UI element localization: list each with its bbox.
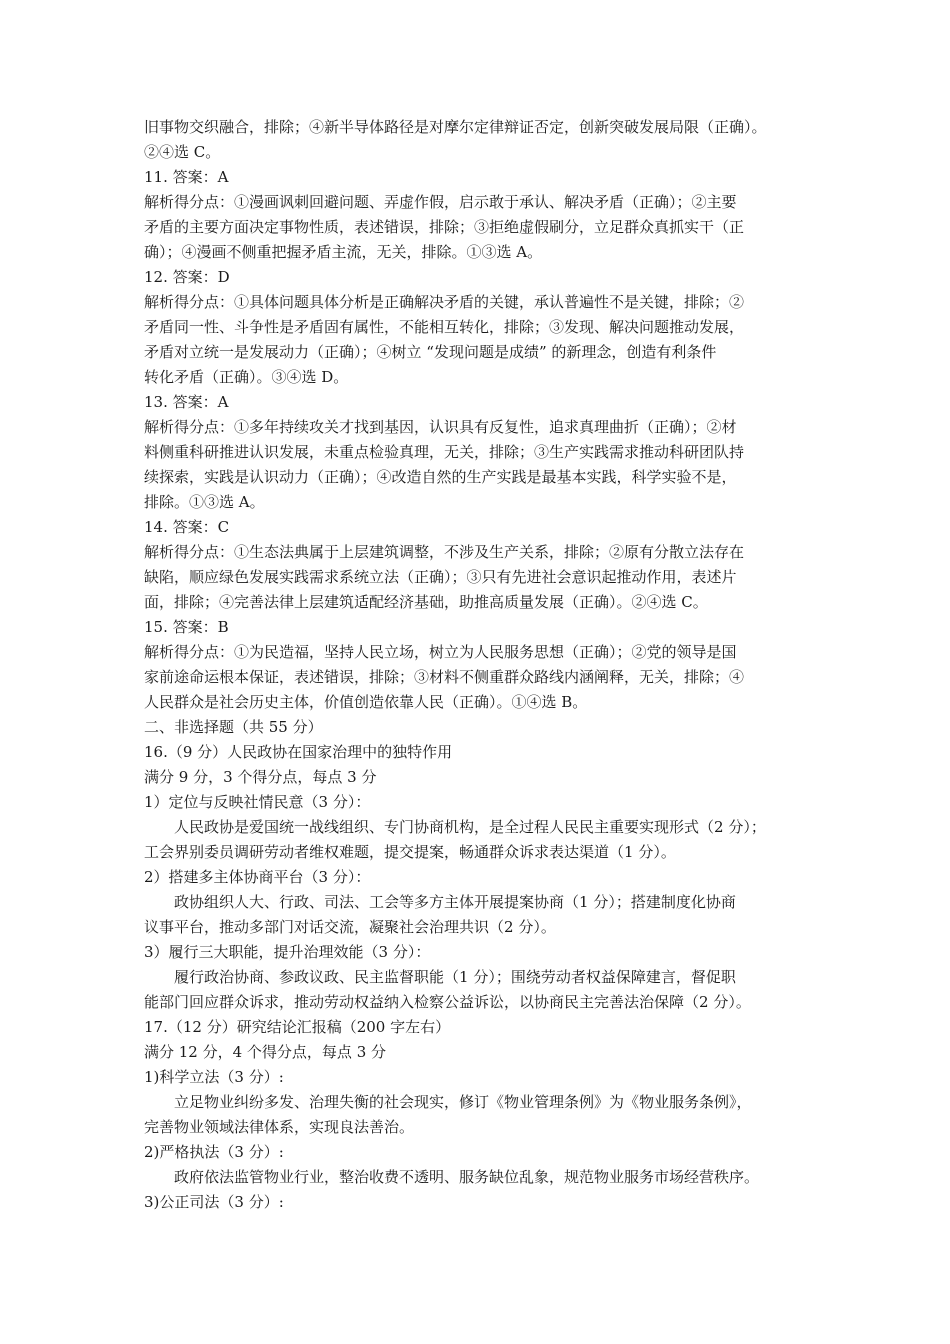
text-line: 3）履行三大职能，提升治理效能（3 分）： [144,943,431,961]
text-line: 人民政协是爱国统一战线组织、专门协商机构，是全过程人民民主重要实现形式（2 分）； [174,818,766,836]
text-line: 缺陷，顺应绿色发展实践需求系统立法（正确）；③只有先进社会意识起推动作用，表述片 [144,568,737,586]
text-line: 矛盾对立统一是发展动力（正确）；④树立 “发现问题是成绩” 的新理念，创造有利条件 [144,343,717,361]
text-line: 确）；④漫画不侧重把握矛盾主流，无关，排除。①③选 A。 [144,243,543,261]
text-line: 13. 答案：A [144,393,229,411]
text-line: 15. 答案：B [144,618,229,636]
text-line: 能部门回应群众诉求，推动劳动权益纳入检察公益诉讼，以协商民主完善法治保障（2 分）。 [144,993,751,1011]
text-line: 履行政治协商、参政议政、民主监督职能（1 分）；围绕劳动者权益保障建言，督促职 [174,968,736,986]
text-line: 2)严格执法（3 分）: [144,1143,284,1161]
text-line: 1)科学立法（3 分）: [144,1068,284,1086]
text-line: 排除。①③选 A。 [144,493,265,511]
text-line: 矛盾同一性、斗争性是矛盾固有属性，不能相互转化，排除；③发现、解决问题推动发展， [144,318,745,336]
text-line: 解析得分点：①具体问题具体分析是正确解决矛盾的关键，承认普遍性不是关键，排除；② [144,293,745,311]
text-line: 续探索，实践是认识动力（正确）；④改造自然的生产实践是最基本实践，科学实验不是， [144,468,737,486]
text-line: 解析得分点：①多年持续攻关才找到基因，认识具有反复性，追求真理曲折（正确）；②材 [144,418,737,436]
text-line: 解析得分点：①生态法典属于上层建筑调整，不涉及生产关系，排除；②原有分散立法存在 [144,543,745,561]
text-line: ②④选 C。 [144,143,221,161]
text-line: 3)公正司法（3 分）: [144,1193,284,1211]
text-line: 11. 答案：A [144,168,229,186]
text-line: 解析得分点：①漫画讽刺回避问题、弄虚作假，启示敢于承认、解决矛盾（正确）；②主要 [144,193,737,211]
text-line: 1）定位与反映社情民意（3 分）： [144,793,371,811]
text-line: 满分 12 分，4 个得分点，每点 3 分 [144,1043,387,1061]
text-line: 家前途命运根本保证，表述错误，排除；③材料不侧重群众路线内涵阐释，无关，排除；④ [144,668,745,686]
text-line: 政府依法监管物业行业，整治收费不透明、服务缺位乱象，规范物业服务市场经营秩序。 [174,1168,760,1186]
text-line: 料侧重科研推进认识发展，未重点检验真理，无关，排除；③生产实践需求推动科研团队持 [144,443,745,461]
text-line: 议事平台，推动多部门对话交流，凝聚社会治理共识（2 分）。 [144,918,556,936]
text-line: 2）搭建多主体协商平台（3 分）： [144,868,371,886]
text-line: 矛盾的主要方面决定事物性质，表述错误，排除；③拒绝虚假刷分，立足群众真抓实干（正 [144,218,745,236]
text-line: 12. 答案：D [144,268,230,286]
text-line: 完善物业领域法律体系，实现良法善治。 [144,1118,415,1136]
text-line: 17.（12 分）研究结论汇报稿（200 字左右） [144,1018,451,1036]
text-line: 政协组织人大、行政、司法、工会等多方主体开展提案协商（1 分）；搭建制度化协商 [174,893,736,911]
text-line: 立足物业纠纷多发、治理失衡的社会现实，修订《物业管理条例》为《物业服务条例》， [174,1093,752,1111]
text-line: 工会界别委员调研劳动者维权难题，提交提案，畅通群众诉求表达渠道（1 分）。 [144,843,676,861]
document-body [144,115,820,1215]
text-line: 解析得分点：①为民造福，坚持人民立场，树立为人民服务思想（正确）；②党的领导是国 [144,643,737,661]
text-line: 二、非选择题（共 55 分） [144,718,323,736]
text-line: 转化矛盾（正确）。③④选 D。 [144,368,349,386]
text-line: 旧事物交织融合，排除；④新半导体路径是对摩尔定律辩证否定，创新突破发展局限（正确）。 [144,118,767,136]
text-line: 16.（9 分）人民政协在国家治理中的独特作用 [144,743,453,761]
text-line: 14. 答案：C [144,518,230,536]
text-line: 满分 9 分，3 个得分点，每点 3 分 [144,768,377,786]
text-line: 人民群众是社会历史主体，价值创造依靠人民（正确）。①④选 B。 [144,693,588,711]
text-line: 面，排除；④完善法律上层建筑适配经济基础，助推高质量发展（正确）。②④选 C。 [144,593,708,611]
